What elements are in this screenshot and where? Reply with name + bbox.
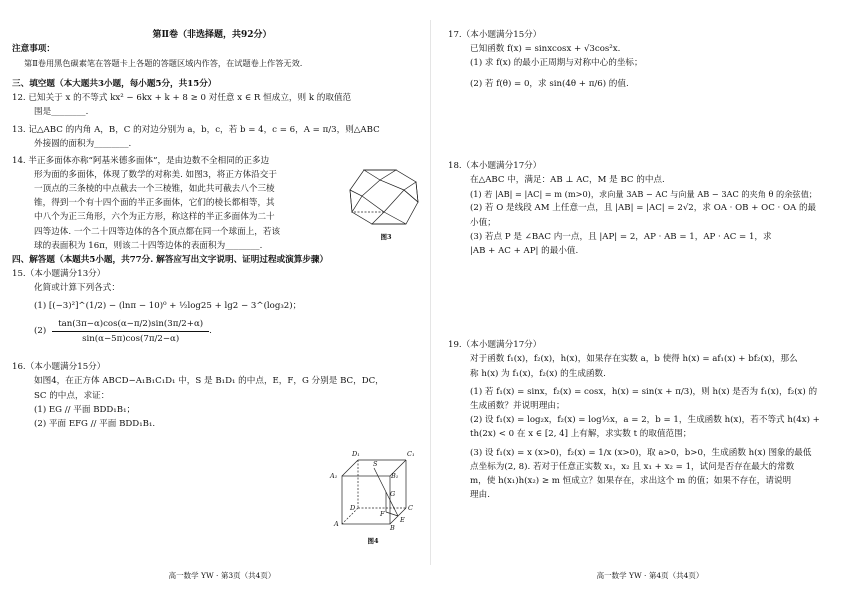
fig4-label-b: B: [390, 524, 395, 532]
fig4-label-a: A: [334, 520, 339, 528]
q15-part2: (2) $\frac{\tan(3\pi-\alpha)\cos(\alpha-\pi/2)\sin(3\pi/2+\alpha)}{\sin(\alpha-5\pi)\cos(7\pi/2-\alpha)}$ .: [12, 317, 412, 346]
q14-line: 一顶点的三条棱的中点截去一个三棱锥，如此共可截去八个三棱: [34, 184, 275, 195]
q17-given: 已知函数 f(x) = sinxcosx + √3cos²x.: [470, 44, 621, 55]
q15-numerator: tan(3π−α)cos(α−π/2)sin(3π/2+α): [52, 317, 209, 332]
q19-part1a: (1) 若 f₁(x) = sinx，f₂(x) = cosx，h(x) = sin(x + π/3)，则 h(x) 是否为 f₁(x)，f₂(x) 的: [470, 386, 818, 397]
part3-heading: 三、填空题（本大题共3小题，每小题5分，共15分）: [12, 78, 217, 89]
q19-part3c: m，使 h(x₁)h(x₂) ≥ m 恒成立？如果存在，求出这个 m 的值；如果不存在，请说明: [470, 476, 792, 487]
fig4-label-f: F: [380, 510, 385, 518]
part4-heading: 四、解答题（本题共5小题，共77分. 解答应写出文字说明、证明过程或演算步骤）: [12, 255, 329, 266]
figure-3-caption: 图3: [380, 233, 392, 241]
q14-line: 锥，得到一个有十四个面的半正多面体，它们的棱长都相等，其: [34, 198, 275, 209]
q19-part3d: 理由.: [470, 490, 490, 501]
q19-part3b: 点坐标为(2, 8). 若对于任意正实数 x₁，x₂ 且 x₁ + x₂ = 1，试问是否存在最大的常数: [470, 461, 795, 472]
q12-line2: 围是________.: [34, 107, 89, 118]
q15-fraction: [52, 317, 209, 346]
q16-line1: 如图4，在正方体 ABCD−A₁B₁C₁D₁ 中，S 是 B₁D₁ 的中点，E，F，G 分别是 BC，DC，: [34, 376, 384, 387]
q18-part2b: 小值；: [470, 217, 496, 228]
section-title: 第Ⅱ卷（非选择题，共92分）: [152, 30, 272, 40]
q14-line: 中八个为正三角形，六个为正方形，称这样的半正多面体为二十: [34, 212, 275, 223]
fig4-label-b1: B₁: [391, 472, 399, 480]
q13-line1: 13. 记△ABC 的内角 A，B，C 的对边分别为 a，b，c，若 b = 4，c = 6，A = π/3，则△ABC: [12, 125, 380, 136]
q19-part3a: (3) 设 f₁(x) = x (x>0)，f₂(x) = 1/x (x>0)，取 a>0，b>0，生成函数 h(x) 图象的最低: [470, 447, 812, 458]
q18-part3b: |AB + AC + AP| 的最小值.: [470, 246, 579, 257]
q15-heading: 15.（本小题满分13分）: [12, 269, 106, 280]
cuboctahedron-figure: [344, 166, 428, 228]
q14-line: 四等边体. 一个二十四等边体的各个顶点都在同一个球面上，若该: [34, 226, 281, 237]
fig4-label-c: C: [408, 504, 413, 512]
column-divider: [430, 20, 431, 565]
q14-line: 球的表面积为 16π，则该二十四等边体的表面积为________.: [34, 240, 263, 251]
q15-part2-label: (2): [34, 326, 47, 337]
q17-heading: 17.（本小题满分15分）: [448, 30, 542, 40]
q19-part2a: (2) 设 f₁(x) = log₂x，f₂(x) = log½x，a = 2，b = 1，生成函数 h(x)，若不等式 h(4x) +: [470, 415, 820, 426]
q15-part1: (1) [(−3)²]^(1/2) − (lnπ − 10)⁰ + ½log25 + lg2 − 3^(log₃2)；: [34, 300, 302, 311]
q15-denominator: sin(α−5π)cos(7π/2−α): [82, 334, 180, 345]
q13-line2: 外接圆的面积为________.: [34, 139, 132, 150]
q17-part2: (2) 若 f(θ) = 0，求 sin(4θ + π/6) 的值.: [470, 78, 629, 89]
q18-part3a: (3) 若点 P 是 ∠BAC 内一点，且 |AP| = 2，AP · AB = 1，AP · AC = 1，求: [470, 231, 772, 242]
q16-heading: 16.（本小题满分15分）: [12, 362, 106, 373]
q18-heading: 18.（本小题满分17分）: [448, 160, 542, 171]
q19-part1b: 生成函数？并说明理由；: [470, 401, 565, 412]
fig4-label-d1: D₁: [352, 450, 360, 458]
q19-line2: 称 h(x) 为 f₁(x)，f₂(x) 的生成函数.: [470, 368, 606, 379]
page-footer-right: 高一数学 YW · 第4页（共4页）: [596, 571, 704, 580]
q16-part2: (2) 平面 EFG // 平面 BDD₁B₁.: [34, 419, 156, 430]
q19-line1: 对于函数 f₁(x)，f₂(x)，h(x)，如果存在实数 a，b 使得 h(x) = af₁(x) + bf₂(x)，那么: [470, 354, 798, 365]
right-column: [448, 0, 852, 502]
q18-part2a: (2) 若 O 是线段 AM 上任意一点，且 |AB| = |AC| = 2√2，求 OA · OB + OC · OA 的最: [470, 203, 817, 214]
fig4-label-s: S: [373, 460, 378, 468]
figure-4-caption: 图4: [367, 537, 379, 545]
q14-line: 形为面的多面体，体现了数学的对称美. 如图3，将正方体沿交于: [34, 169, 277, 180]
q14-line: 14. 半正多面体亦称“阿基米德多面体”，是由边数不全相同的正多边: [12, 155, 270, 166]
figure-3: [344, 166, 428, 241]
figure-4: [328, 452, 418, 545]
q19-heading: 19.（本小题满分17分）: [448, 340, 542, 351]
q14-block: [12, 154, 337, 253]
fig4-label-e: E: [400, 516, 405, 524]
q16-line2: SC 的中点，求证：: [34, 390, 110, 401]
fig4-label-g: G: [390, 490, 396, 498]
q19-part2b: th(2x) < 0 在 x ∈ [2, 4] 上有解，求实数 t 的取值范围；: [470, 429, 692, 440]
notice-heading: 注意事项：: [12, 44, 55, 55]
q16-part1: (1) EG // 平面 BDD₁B₁；: [34, 404, 136, 415]
q15-intro: 化简或计算下列各式：: [34, 283, 120, 294]
q12-line1: 12. 已知关于 x 的不等式 kx² − 6kx + k + 8 ≥ 0 对任意 x ∈ R 恒成立，则 k 的取值范: [12, 92, 352, 103]
fig4-label-d: D: [350, 504, 356, 512]
fig4-label-c1: C₁: [407, 450, 415, 458]
q18-given: 在△ABC 中，满足：AB ⊥ AC，M 是 BC 的中点.: [470, 175, 665, 186]
notice-text: 第Ⅱ卷用黑色碳素笔在答题卡上各题的答题区域内作答，在试题卷上作答无效.: [24, 58, 303, 69]
q18-part1: (1) 若 |AB| = |AC| = m (m>0)，求向量 3AB − AC 与向量 AB − 3AC 的夹角 θ 的余弦值；: [470, 189, 817, 200]
fig4-label-a1: A₁: [330, 472, 338, 480]
q17-part1: (1) 求 f(x) 的最小正周期与对称中心的坐标；: [470, 58, 643, 69]
page-footer-left: 高一数学 YW · 第3页（共4页）: [168, 571, 276, 580]
